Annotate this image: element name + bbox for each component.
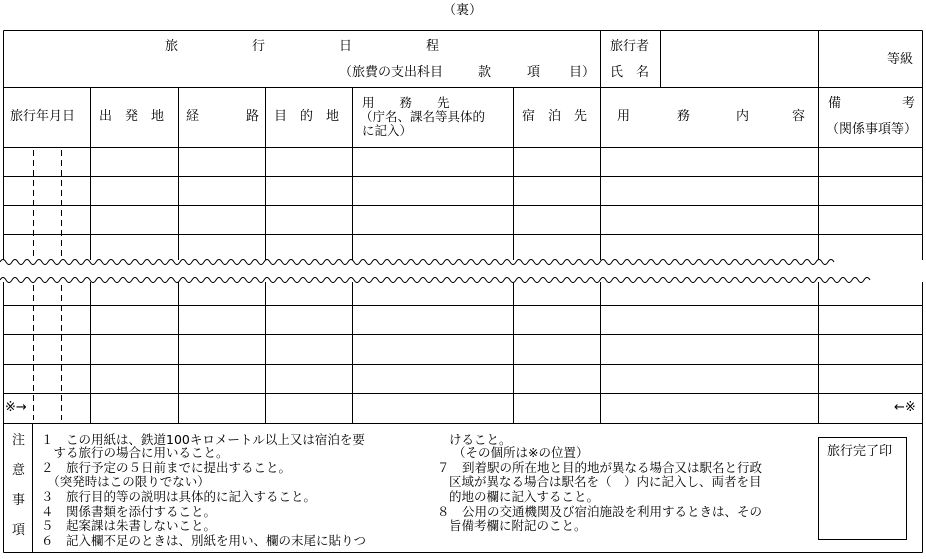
- column-header-destination: 目 的 地: [274, 109, 340, 124]
- traveler-label: 旅行者: [610, 39, 650, 54]
- column-header-business-content: 内: [736, 109, 750, 124]
- note-line: ４ 関係書類を添付すること。: [41, 504, 217, 519]
- column-header-date: 旅行年月日: [10, 109, 76, 124]
- notes-label-char: 注: [12, 433, 26, 448]
- itinerary-title-char: 行: [252, 39, 266, 54]
- note-line: 的地の欄に記入すること。: [449, 489, 600, 504]
- itinerary-title-char: 程: [426, 39, 440, 54]
- note-line: 区域が異なる場合は駅名を（ ）内に記入し、両者を目: [449, 474, 762, 489]
- column-header-departure: 出 発 地: [99, 109, 165, 124]
- notes-label-char: 項: [12, 523, 26, 538]
- note-line: する旅行の場合に用いること。: [41, 445, 229, 460]
- traveler-name-field[interactable]: [662, 32, 817, 86]
- grade-label: 等級: [887, 52, 914, 67]
- column-header-business-place-note: （庁名、課名等具体的: [360, 109, 486, 124]
- itinerary-title-char: 旅: [165, 39, 179, 54]
- note-line: 旨備考欄に附記のこと。: [449, 518, 587, 533]
- attachment-mark-left: ※→: [5, 400, 27, 415]
- note-line: ８ 公用の交通機関及び宿泊施設を利用するときは、その: [437, 504, 763, 519]
- budget-item: 目）: [569, 65, 596, 80]
- column-header-business-content: 用: [617, 109, 631, 124]
- column-header-business-place: 用 務 先: [362, 95, 450, 110]
- name-label: 氏 名: [610, 65, 650, 80]
- column-header-business-content: 務: [677, 109, 691, 124]
- attachment-mark-right: ←※: [894, 400, 916, 415]
- note-line: ６ 記入欄不足のときは、別紙を用い、欄の末尾に貼りつ: [41, 533, 367, 548]
- column-header-lodging: 宿 泊 先: [522, 109, 588, 124]
- note-line: （その個所は※の位置）: [453, 445, 589, 460]
- budget-label: （旅費の支出科目: [339, 65, 444, 80]
- notes-label-char: 意: [12, 463, 26, 478]
- column-header-route: 路: [246, 109, 260, 124]
- note-line: ５ 起案課は朱書しないこと。: [41, 518, 217, 533]
- column-header-business-content: 容: [792, 109, 806, 124]
- budget-item: 項: [527, 65, 541, 80]
- notes-label-char: 事: [12, 493, 26, 508]
- itinerary-title-char: 日: [339, 39, 353, 54]
- note-line: （突発時はこの限りでない）: [41, 474, 210, 489]
- column-header-business-place-note: に記入）: [362, 123, 413, 138]
- budget-item: 款: [478, 65, 492, 80]
- note-line: １ この用紙は、鉄道100キロメートル以上又は宿泊を要: [41, 432, 365, 447]
- note-line: ３ 旅行目的等の説明は具体的に記入すること。: [41, 489, 317, 504]
- completion-stamp-label: 旅行完了印: [827, 444, 893, 459]
- column-header-remarks-sub: （関係事項等）: [826, 122, 918, 137]
- column-header-remarks: 考: [902, 96, 916, 111]
- column-header-remarks: 備: [828, 96, 842, 111]
- note-line: ２ 旅行予定の５日前までに提出すること。: [41, 460, 292, 475]
- column-header-route: 経: [186, 109, 200, 124]
- note-line: けること。: [449, 432, 512, 447]
- page-side-mark: （裏）: [443, 3, 483, 18]
- note-line: ７ 到着駅の所在地と目的地が異なる場合又は駅名と行政: [437, 460, 763, 475]
